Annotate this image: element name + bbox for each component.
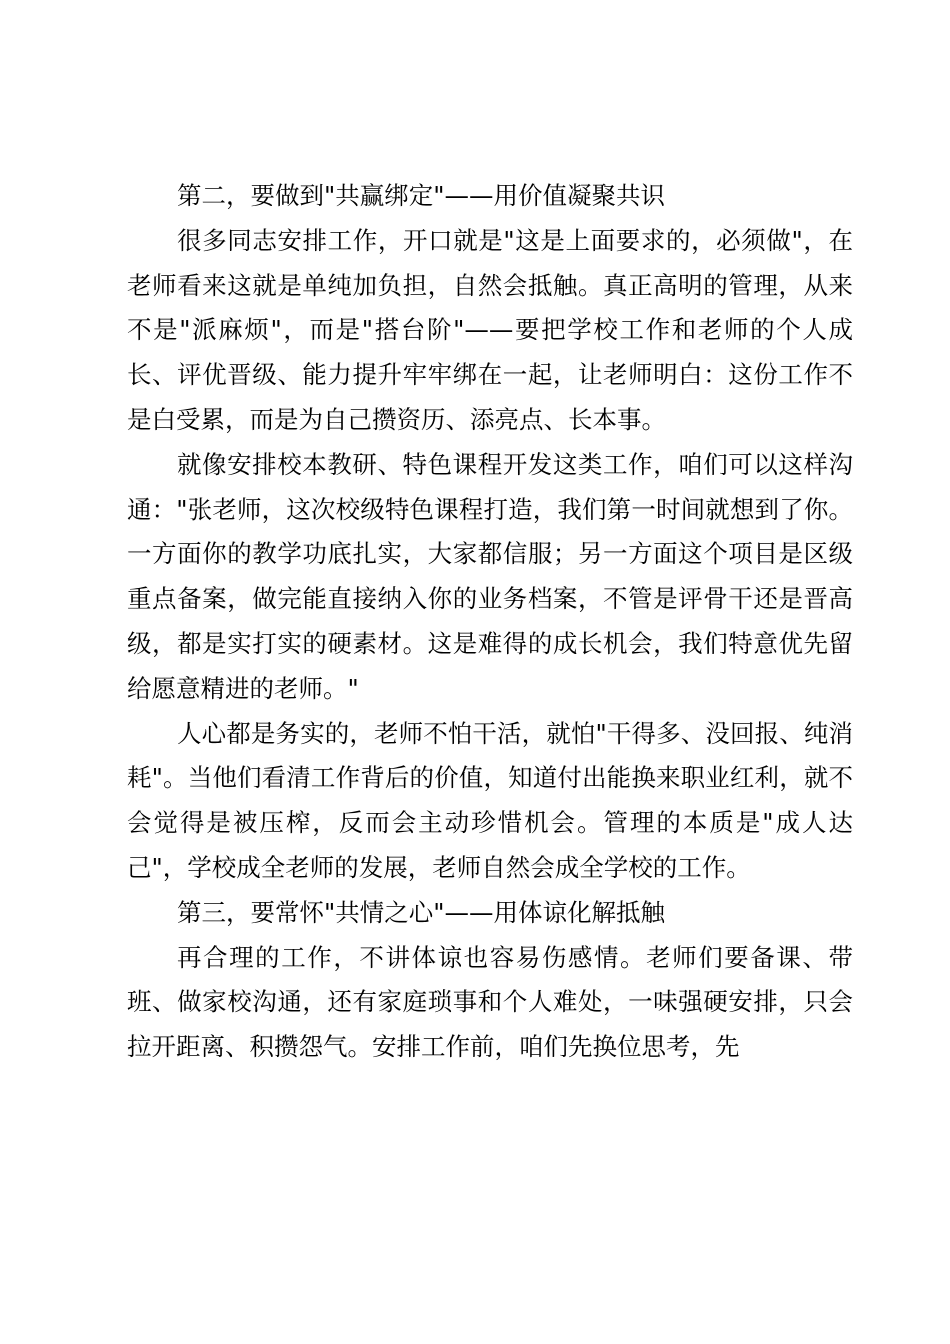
document-body	[127, 174, 853, 1070]
section-heading-2: 第二，要做到"共赢绑定"——用价值凝聚共识	[177, 181, 666, 210]
body-paragraph: 很多同志安排工作，开口就是"这是上面要求的，必须做"，在老师看来这就是单纯加负担，自然会抵触。真正高明的管理，从来不是"派麻烦"，而是"搭台阶"——要把学校工作和老师的个人成长、评优晋级、能力提升牢牢绑在一起，让老师明白：这份工作不是白受累，而是为自己攒资历、添亮点、长本事。	[127, 225, 853, 434]
body-paragraph: 再合理的工作，不讲体谅也容易伤感情。老师们要备课、带班、做家校沟通，还有家庭琐事和个人难处，一味强硬安排，只会拉开距离、积攒怨气。安排工作前，咱们先换位思考，先	[127, 942, 853, 1062]
body-paragraph: 人心都是务实的，老师不怕干活，就怕"干得多、没回报、纯消耗"。当他们看清工作背后的价值，知道付出能换来职业红利，就不会觉得是被压榨，反而会主动珍惜机会。管理的本质是"成人达己"，学校成全老师的发展，老师自然会成全学校的工作。	[127, 718, 853, 882]
body-paragraph: 就像安排校本教研、特色课程开发这类工作，咱们可以这样沟通："张老师，这次校级特色课程打造，我们第一时间就想到了你。一方面你的教学功底扎实，大家都信服；另一方面这个项目是区级重点备案，做完能直接纳入你的业务档案，不管是评骨干还是晋高级，都是实打实的硬素材。这是难得的成长机会，我们特意优先留给愿意精进的老师。"	[127, 449, 853, 703]
section-heading-3: 第三，要常怀"共情之心"——用体谅化解抵触	[177, 897, 666, 927]
